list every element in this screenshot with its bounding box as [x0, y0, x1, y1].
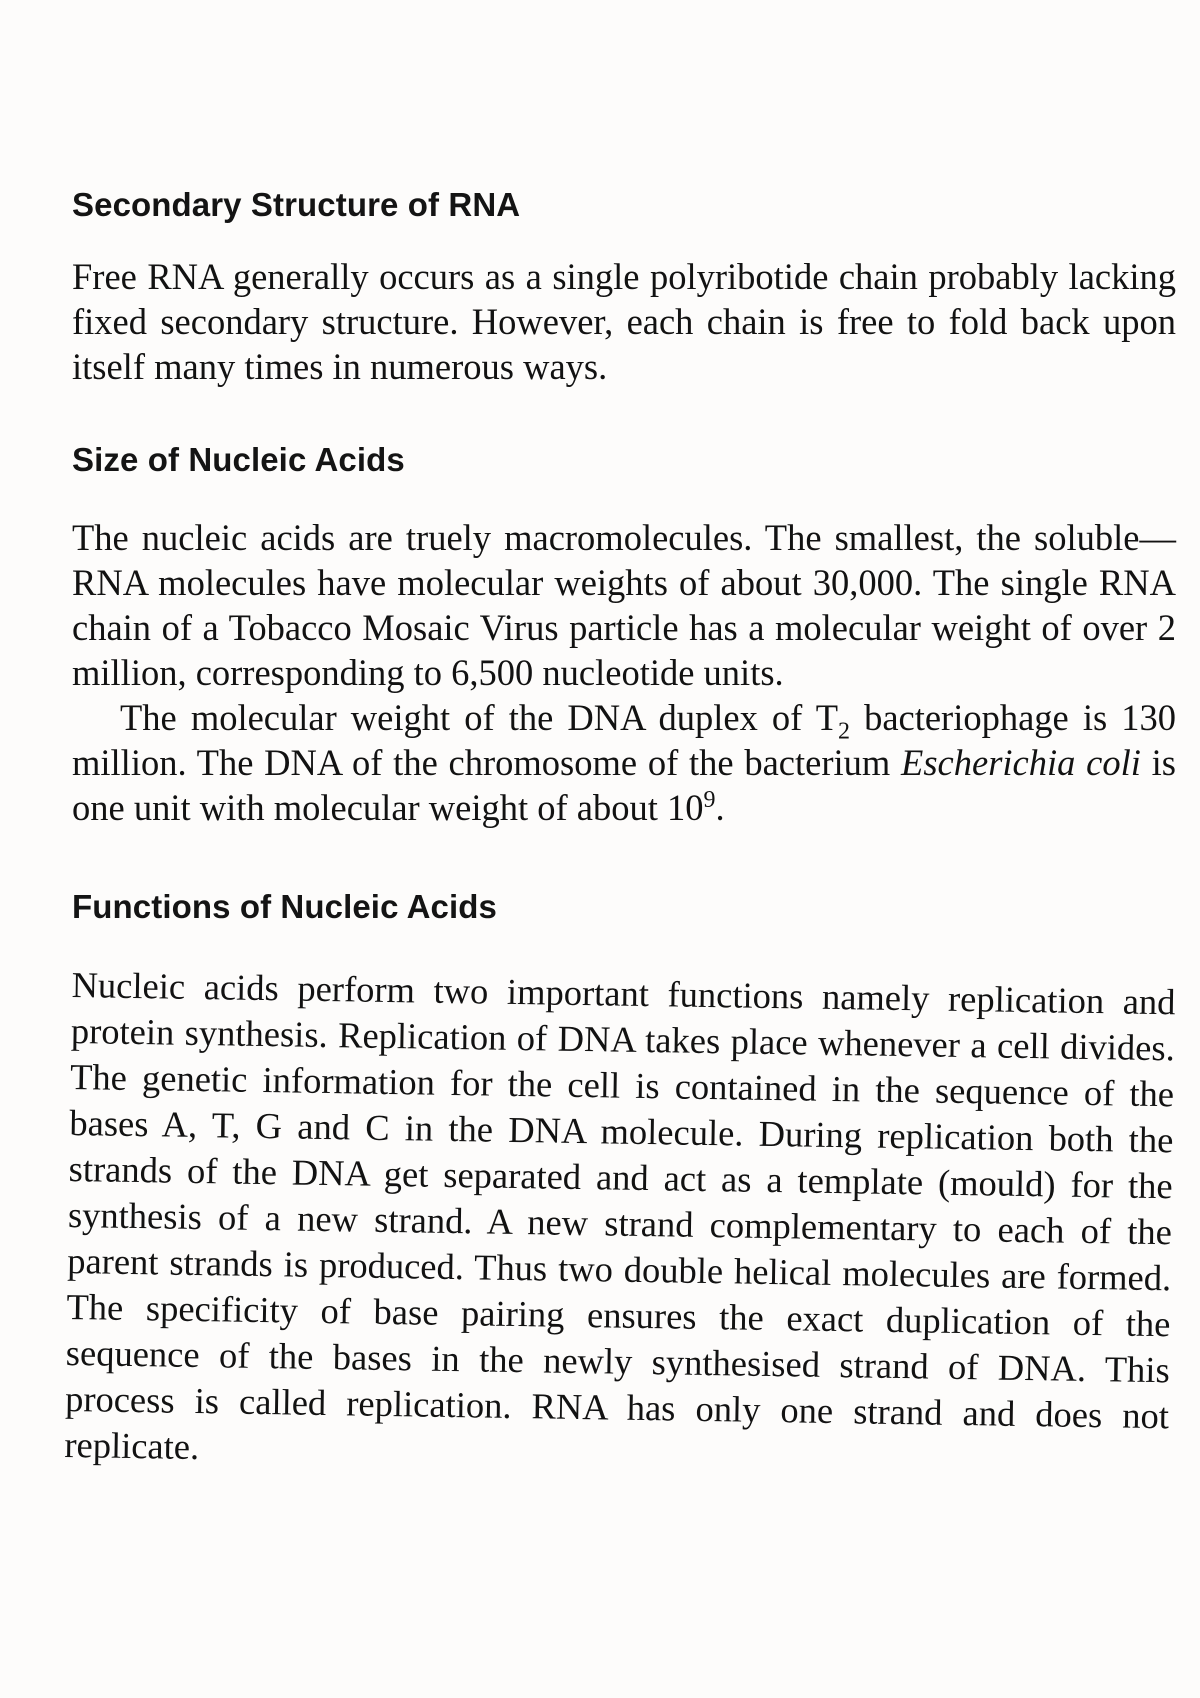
subscript: 2	[838, 718, 850, 745]
page-content	[64, 186, 1176, 1468]
section-size-of-nucleic-acids	[72, 441, 1176, 830]
text-run: bacteriophage is 130 million. The DNA of the chromosome of the bacterium	[72, 697, 1176, 783]
species-name: Escherichia coli	[901, 742, 1141, 783]
paragraph: The nucleic acids are truely macromolecules. The smallest, the soluble—RNA molecules have molecular weights of about 30,000. The single RNA chain of a Tobacco Mosaic Virus particle has a molecular weight of over 2 million, corresponding to 6,500 nucleotide units.	[72, 517, 1176, 693]
superscript: 9	[703, 786, 716, 813]
paragraph: Free RNA generally occurs as a single polyribotide chain probably lacking fixed secondary structure. However, each chain is free to fold back upon itself many times in numerous ways.	[72, 256, 1176, 387]
section-heading: Secondary Structure of RNA	[72, 186, 521, 223]
section-heading: Size of Nucleic Acids	[72, 441, 405, 478]
text-run: is one unit with molecular weight of about 10	[72, 742, 1176, 828]
section-secondary-structure	[72, 186, 1176, 389]
paragraph	[72, 695, 1176, 830]
section-functions-of-nucleic-acids	[64, 888, 1176, 1468]
text-run: The molecular weight of the DNA duplex of T	[120, 697, 838, 738]
section-heading: Functions of Nucleic Acids	[72, 888, 497, 925]
paragraph: Nucleic acids perform two important functions namely replication and protein synthesis. Replication of DNA takes place whenever a cell divides. The genetic information for the cell is contained in the sequence of the bases A, T, G and C in the DNA molecule. During replication both the strands of the DNA get separated and act as a template (mould) for the synthesis of a new strand. A new strand complementary to each of the parent strands is produced. Thus two double helical molecules are formed. The specificity of base pairing ensures the exact duplication of the sequence of the bases in the newly synthesised strand of DNA. This process is called replication. RNA has only one strand and does not replicate.	[64, 963, 1176, 1468]
text-run: .	[715, 787, 725, 828]
